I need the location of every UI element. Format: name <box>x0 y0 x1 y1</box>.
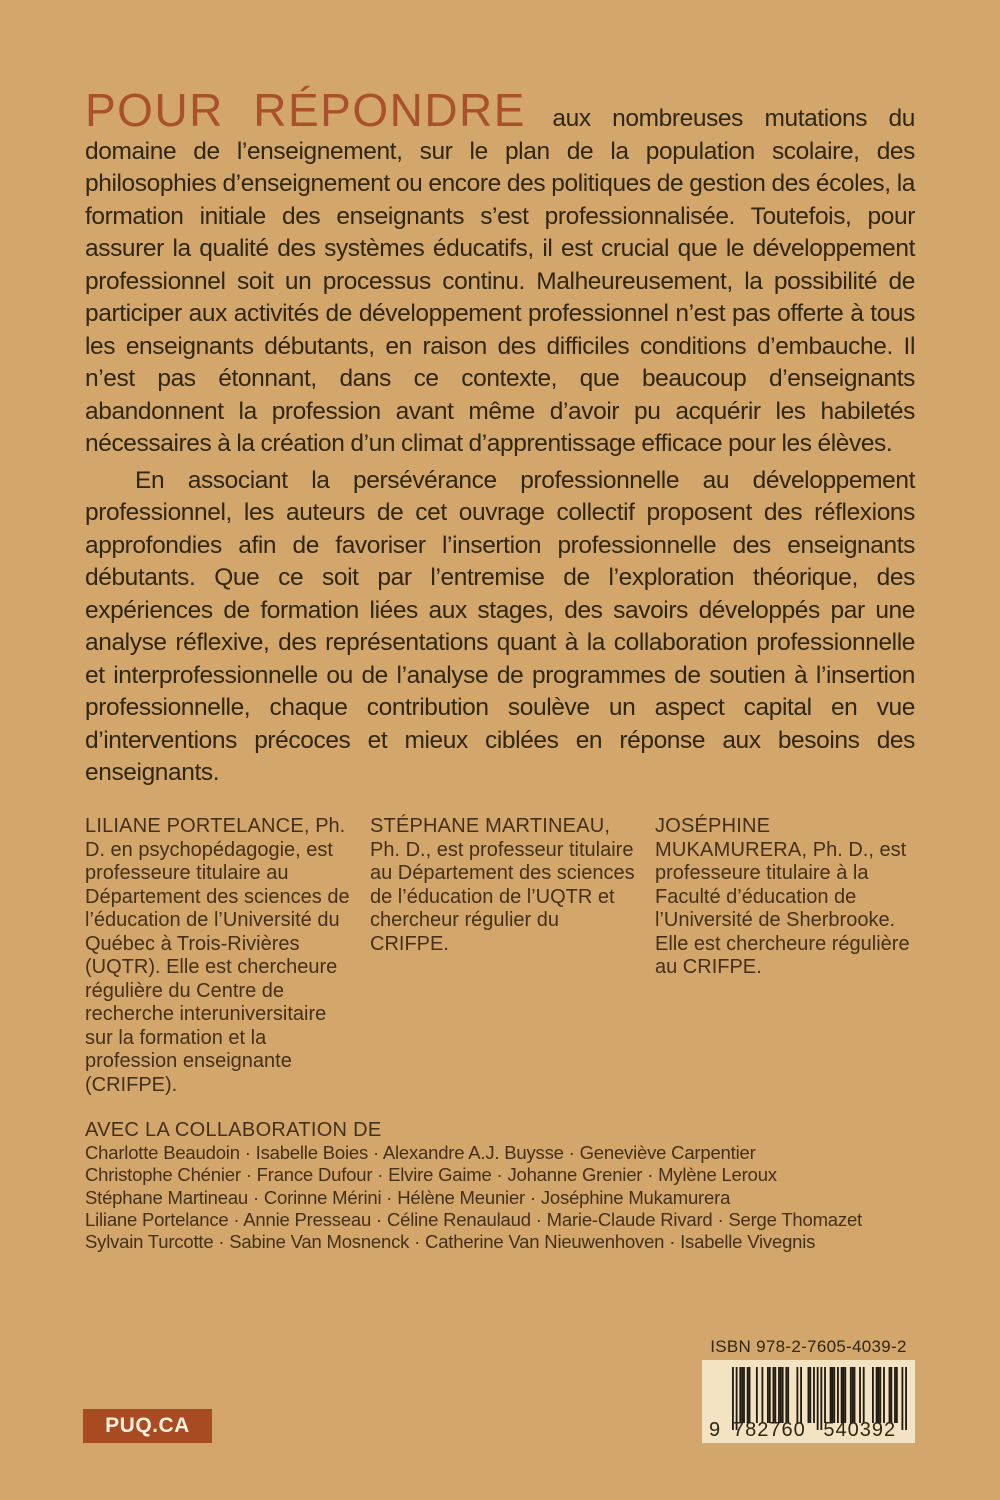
author-bios <box>85 815 965 1097</box>
synopsis-paragraph-2: En associant la persévérance professionnelle au développement professionnel, les auteurs de cet ouvrage collectif proposent des réflexions approfondies afin de favoriser l’insertion professionnelle des enseignants débutants. Que ce soit par l’entremise de l’exploration théorique, des expériences de formation liées aux stages, des savoirs développés par une analyse réflexive, des représentations quant à la collaboration professionnelle et interprofessionnelle ou de l’analyse de programmes de soutien à l’insertion professionnelle, chaque contribution soulève un aspect capital en vue d’interventions précoces et mieux ciblées en réponse aux besoins des enseignants. <box>85 466 915 786</box>
author-bio-portelance <box>85 815 370 1097</box>
author-name: JOSÉPHINE MUKAMURERA, <box>655 815 808 861</box>
publisher-logo <box>83 1409 212 1443</box>
author-bio-text <box>85 815 351 1097</box>
collaboration-section <box>85 1118 965 1253</box>
lead-heading: POUR RÉPONDRE <box>85 84 526 136</box>
author-bio-body: Ph. D., est professeure titulaire à la Faculté d’éducation de l’Université de Sherbrooke. Elle est chercheure régulière au CRIFPE. <box>655 838 910 978</box>
isbn-label: ISBN 978-2-7605-4039-2 <box>710 1337 907 1356</box>
collaborator-line: Charlotte Beaudoin · Isabelle Boies · Alexandre A.J. Buysse · Geneviève Carpentier <box>85 1142 756 1163</box>
author-name: LILIANE PORTELANCE, <box>85 815 310 837</box>
collaborator-line: Liliane Portelance · Annie Presseau · Céline Renaulaud · Marie-Claude Rivard · Serge Thomazet <box>85 1208 862 1230</box>
author-bio-body: Ph. D., est professeur titulaire au Département des sciences de l’éducation de l’UQTR et chercheur régulier du CRIFPE. <box>370 838 635 955</box>
author-name: STÉPHANE MARTINEAU, <box>370 815 611 837</box>
collaboration-heading: AVEC LA COLLABORATION DE <box>85 1119 382 1141</box>
barcode-digit-lead: 9 <box>709 1419 721 1441</box>
barcode-panel <box>702 1360 915 1443</box>
barcode-digit-group-2: 540392 <box>823 1419 897 1441</box>
collaborator-line: Sylvain Turcotte · Sabine Van Mosnenck · Catherine Van Nieuwenhoven · Isabelle Vivegnis <box>85 1231 816 1253</box>
author-bio-text <box>655 815 921 980</box>
synopsis <box>85 84 915 790</box>
publisher-logo-label: PUQ.CA <box>105 1414 190 1437</box>
collaborator-line: Christophe Chénier · France Dufour · Elvire Gaime · Johanne Grenier · Mylène Leroux <box>85 1164 777 1186</box>
author-bio-body: Ph. D. en psychopédagogie, est professeure titulaire au Département des sciences de l’éducation de l’Université du Québec à Trois-Rivières (UQTR). Elle est chercheure régulière du Centre de recherche interuniversitaire sur la formation et la profession enseignante (CRIFPE). <box>85 815 350 1096</box>
barcode-digits <box>709 1419 905 1442</box>
collaborators-list <box>85 1142 965 1253</box>
author-bio-mukamurera <box>655 815 945 1097</box>
barcode-digit-group-1: 782760 <box>732 1419 806 1441</box>
synopsis-paragraph-1 <box>85 84 915 461</box>
collaborator-line: Stéphane Martineau · Corinne Mérini · Hélène Meunier · Joséphine Mukamurera <box>85 1186 731 1208</box>
synopsis-text-1: aux nombreuses mutations du domaine de l’enseignement, sur le plan de la population scolaire, des philosophies d’enseignement ou encore des politiques de gestion des écoles, la formation initiale des enseignants s’est professionnalisée. Toutefois, pour assurer la qualité des systèmes éducatifs, il est crucial que le développement professionnel soit un processus continu. Malheureusement, la possibilité de participer aux activités de développement professionnel n’est pas offerte à tous les enseignants débutants, en raison des difficiles conditions d’embauche. Il n’est pas étonnant, dans ce contexte, que beaucoup d’enseignants abandonnent la profession avant même d’avoir pu acquérir les habiletés nécessaires à la création d’un climat d’apprentissage efficace pour les élèves. <box>85 105 915 457</box>
author-bio-text <box>370 815 636 956</box>
author-bio-martineau <box>370 815 655 1097</box>
